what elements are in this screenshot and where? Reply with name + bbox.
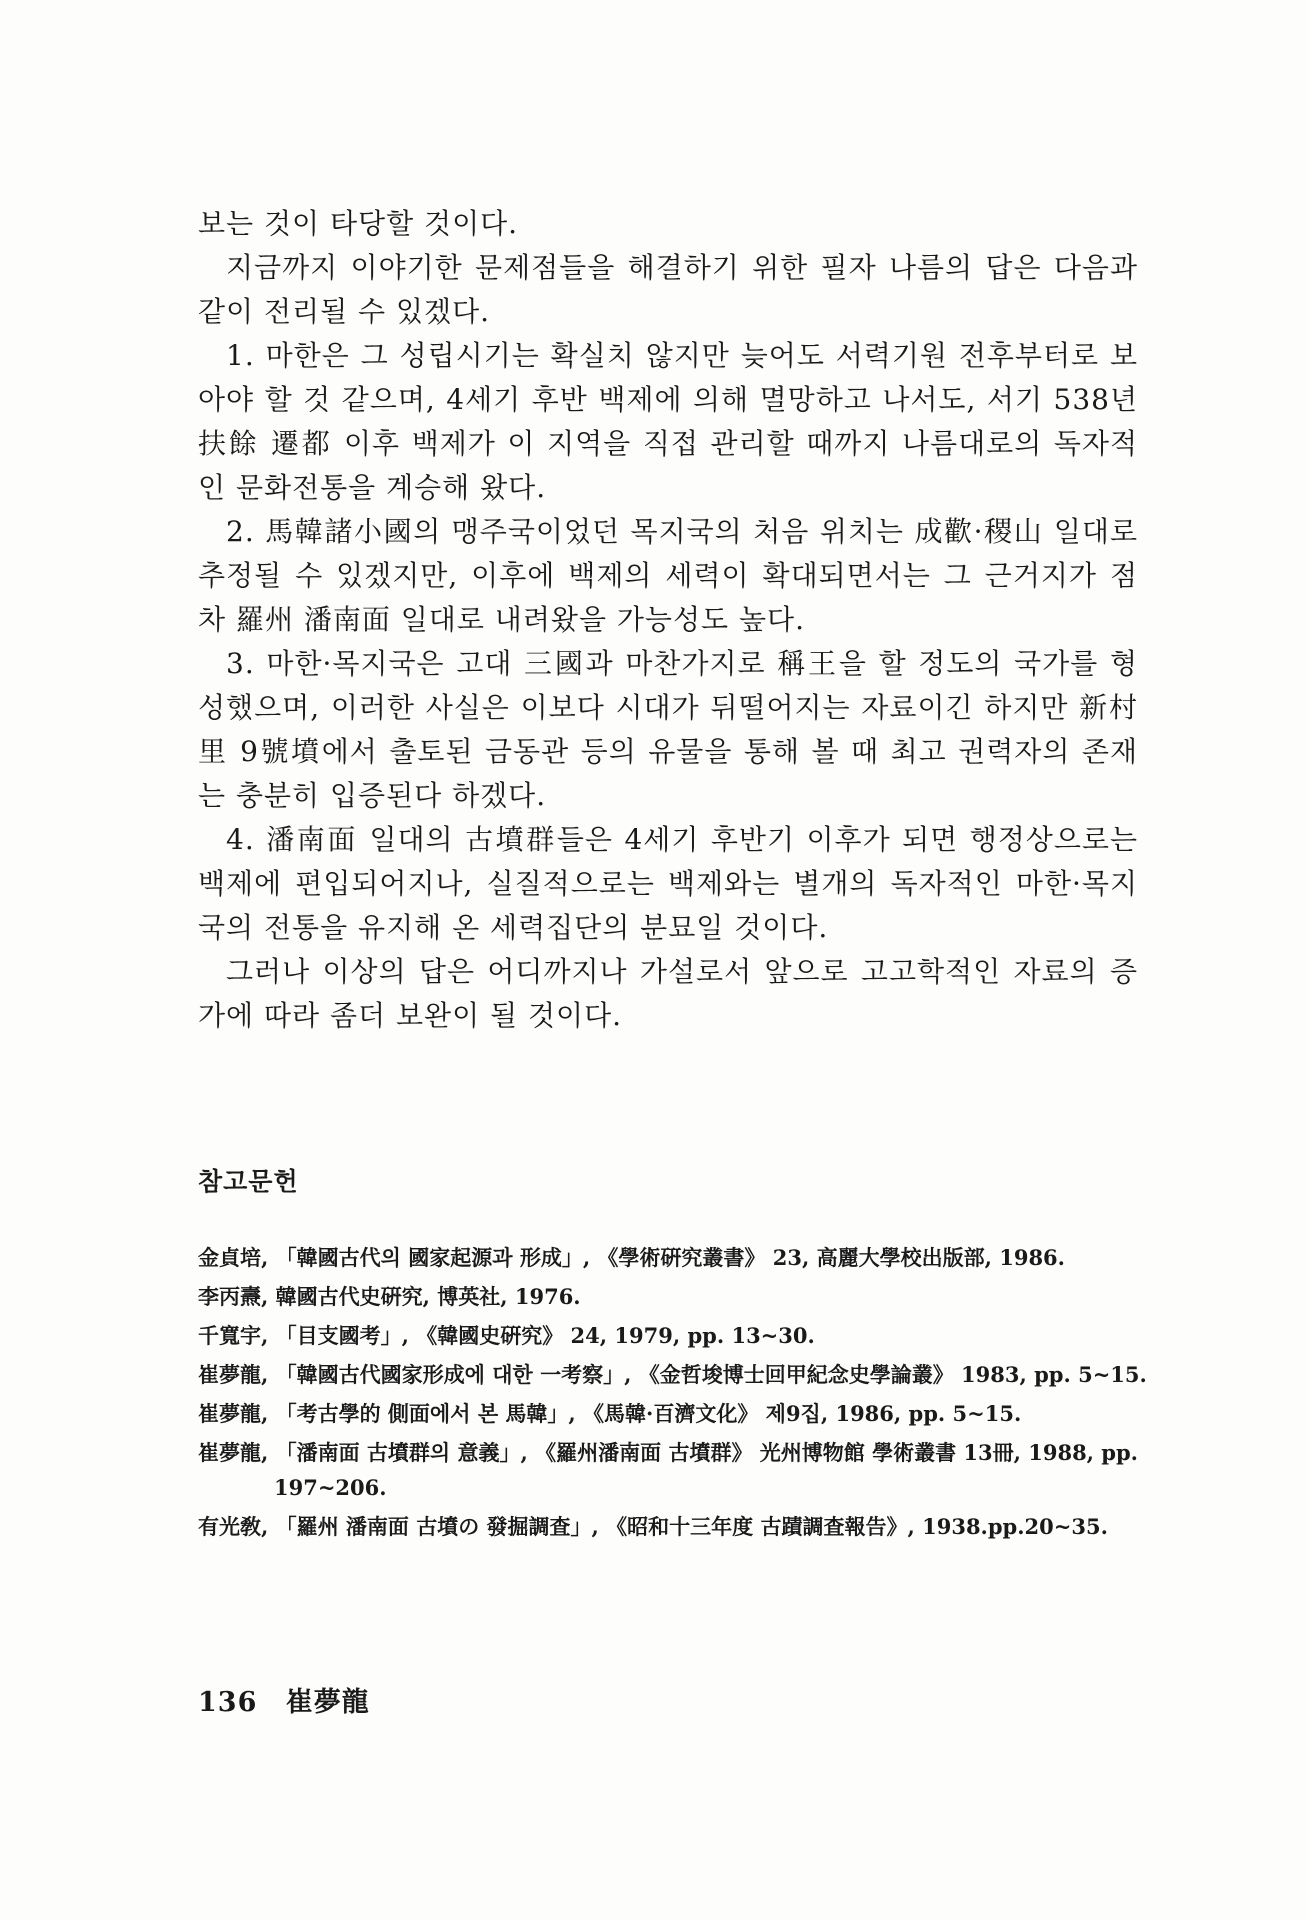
paragraph: 4. 潘南面 일대의 古墳群들은 4세기 후반기 이후가 되면 행정상으로는 백제에 편입되어지나, 실질적으로는 백제와는 별개의 독자적인 마한·목지국의 전통을 유지해 온 세력집단의 분묘일 것이다.: [198, 823, 1138, 944]
page-number: 136: [198, 1687, 258, 1718]
paragraph: 1. 마한은 그 성립시기는 확실치 않지만 늦어도 서력기원 전후부터로 보아야 할 것 같으며, 4세기 후반 백제에 의해 멸망하고 나서도, 서기 538년 扶餘 遷都 이후 백제가 이 지역을 직접 관리할 때까지 나름대로의 독자적인 문화전통을 계승해 왔다.: [198, 339, 1138, 504]
paragraph: 3. 마한·목지국은 고대 三國과 마찬가지로 稱王을 할 정도의 국가를 형성했으며, 이러한 사실은 이보다 시대가 뒤떨어지는 자료이긴 하지만 新村里 9號墳에서 출토된 금동관 등의 유물을 통해 볼 때 최고 권력자의 존재는 충분히 입증된다 하겠다.: [198, 647, 1138, 812]
body-text: [198, 202, 1138, 1038]
references-heading: 참고문헌: [198, 1167, 299, 1196]
reference-item: 崔夢龍, 「韓國古代國家形成에 대한 一考察」, 《金哲埈博士回甲紀念史學論叢》 1983, pp. 5~15.: [198, 1362, 1147, 1387]
reference-item: 有光敎, 「羅州 潘南面 古墳の 發掘調査」, 《昭和十三年度 古蹟調査報告》, 1938.pp.20~35.: [198, 1514, 1108, 1539]
running-author: 崔夢龍: [285, 1687, 370, 1718]
references-list: [198, 1240, 1148, 1548]
paragraph: 그러나 이상의 답은 어디까지나 가설로서 앞으로 고고학적인 자료의 증가에 따라 좀더 보완이 될 것이다.: [198, 955, 1138, 1032]
reference-item: 崔夢龍, 「潘南面 古墳群의 意義」, 《羅州潘南面 古墳群》 光州博物館 學術叢書 13冊, 1988, pp. 197~206.: [198, 1440, 1138, 1500]
reference-item: 千寬宇, 「目支國考」, 《韓國史硏究》 24, 1979, pp. 13~30.: [198, 1323, 815, 1348]
reference-item: 金貞培, 「韓國古代의 國家起源과 形成」, 《學術硏究叢書》 23, 高麗大學校出版部, 1986.: [198, 1245, 1065, 1270]
reference-item: 李丙燾, 韓國古代史硏究, 博英社, 1976.: [198, 1284, 581, 1309]
paragraph: 보는 것이 타당할 것이다.: [198, 207, 519, 240]
paragraph: 2. 馬韓諸小國의 맹주국이었던 목지국의 처음 위치는 成歡·稷山 일대로 추정될 수 있겠지만, 이후에 백제의 세력이 확대되면서는 그 근거지가 점차 羅州 潘南面 일대로 내려왔을 가능성도 높다.: [198, 515, 1138, 636]
page-footer: [198, 1680, 370, 1719]
reference-item: 崔夢龍, 「考古學的 側面에서 본 馬韓」, 《馬韓·百濟文化》 제9집, 1986, pp. 5~15.: [198, 1401, 1022, 1426]
paragraph: 지금까지 이야기한 문제점들을 해결하기 위한 필자 나름의 답은 다음과 같이 전리될 수 있겠다.: [198, 251, 1138, 328]
